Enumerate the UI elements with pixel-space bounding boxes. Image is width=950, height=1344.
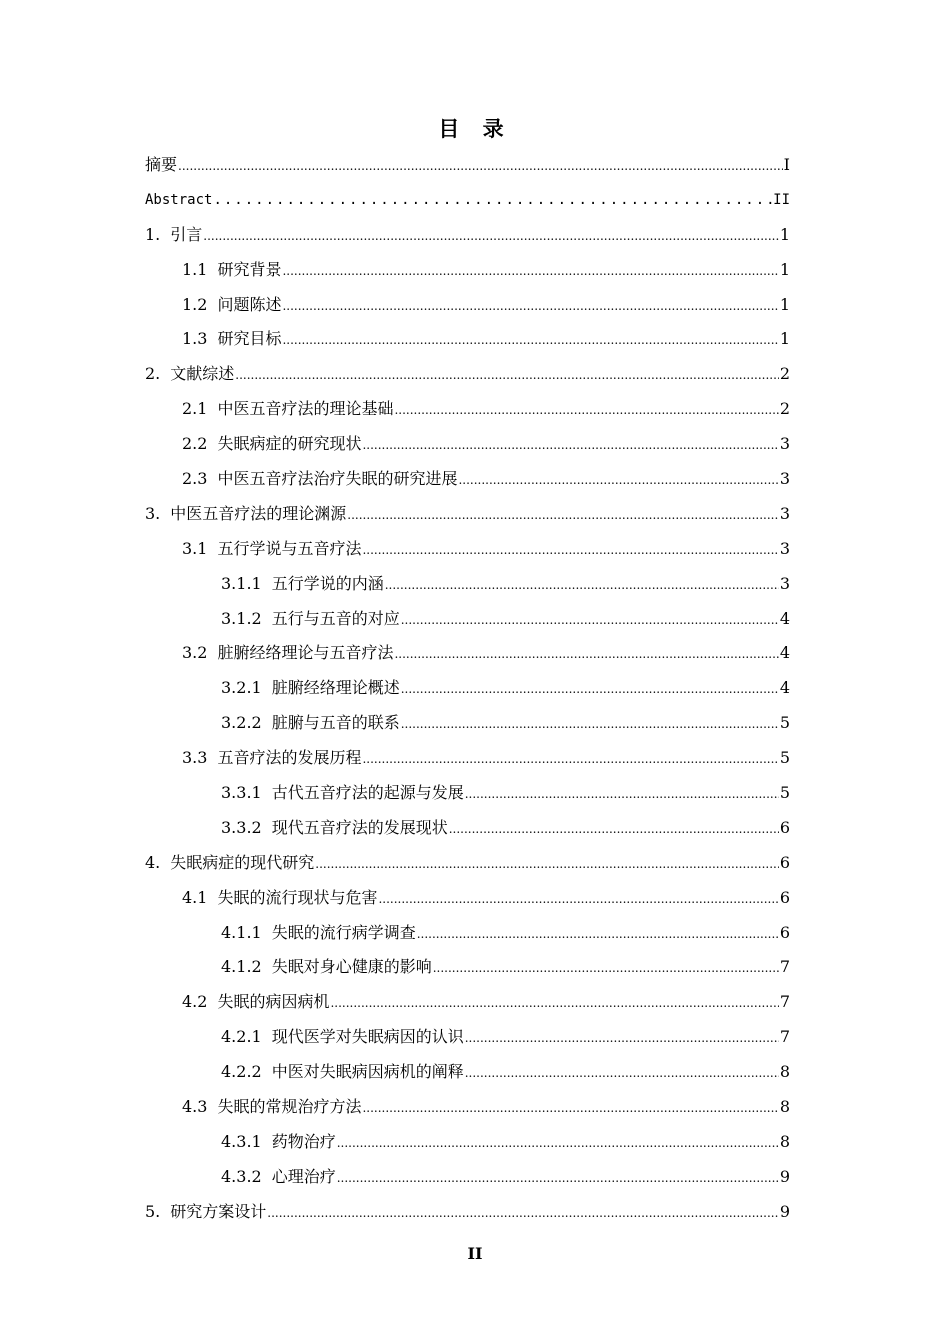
toc-entry-text: 五行学说与五音疗法	[217, 538, 362, 558]
toc-title: 目 录	[438, 116, 512, 141]
toc-entry-label	[182, 253, 281, 288]
toc-leader-dots	[235, 358, 779, 393]
toc-entry-page: 7	[779, 992, 790, 1012]
page-number: II	[467, 1244, 483, 1263]
toc-entry-text: 现代五音疗法的发展现状	[271, 817, 448, 837]
toc-entry-label	[182, 985, 329, 1020]
toc-entry-label	[221, 1125, 336, 1160]
toc-entry-text: 摘要	[145, 155, 178, 174]
toc-entry-text: 中医对失眠病因病机的阐释	[271, 1062, 464, 1082]
toc-entry-text: 文献综述	[170, 364, 235, 384]
toc-entry-number: 4.3.1	[221, 1131, 262, 1151]
toc-entry-text: 失眠的病因病机	[217, 992, 330, 1012]
toc-entry-page: 8	[779, 1062, 790, 1082]
toc-entry-label	[182, 288, 281, 323]
toc-entry-page: 6	[779, 817, 790, 837]
toc-entry-label	[182, 741, 361, 776]
toc-entry[interactable]	[145, 671, 790, 706]
toc-entry-number: 3.	[145, 503, 161, 523]
toc-entry[interactable]	[145, 462, 790, 497]
toc-entry-number: 3.2.1	[221, 678, 262, 698]
toc-entry-page: 1	[779, 294, 790, 314]
toc-entry-text: 脏腑经络理论与五音疗法	[217, 643, 394, 663]
toc-entry-page: 5	[779, 748, 790, 768]
toc-entry-number: 4.1.1	[221, 922, 262, 942]
toc-entry-page: 3	[779, 573, 790, 593]
toc-entry-text: 失眠的流行病学调查	[271, 922, 416, 942]
toc-entry-text: 研究目标	[217, 329, 282, 349]
toc-entry-page: I	[783, 155, 790, 174]
toc-leader-dots	[458, 463, 778, 498]
toc-entry-page: 1	[779, 329, 790, 349]
toc-entry[interactable]	[145, 218, 790, 253]
toc-entry-number: 3.2	[182, 643, 208, 663]
toc-entry-number: 4.1.2	[221, 957, 262, 977]
toc-leader-dots	[282, 254, 778, 289]
toc-entry-label	[182, 462, 457, 497]
toc-entry-page: 2	[779, 399, 790, 419]
toc-entry-page: II	[773, 191, 790, 208]
toc-entry-number: 3.1.1	[221, 573, 262, 593]
toc-entry-number: 3.1	[182, 538, 208, 558]
toc-entry-text: 中医五音疗法治疗失眠的研究进展	[217, 469, 458, 489]
toc-entry-text: 五行学说的内涵	[271, 573, 384, 593]
toc-entry-label	[221, 706, 400, 741]
toc-entry-label	[145, 846, 314, 881]
toc-entry-number: 4.3.2	[221, 1166, 262, 1186]
toc-entry-number: 2.3	[182, 469, 208, 489]
toc-entry-text: 失眠的常规治疗方法	[217, 1097, 362, 1117]
toc-entry-number: 4.	[145, 852, 161, 872]
toc-entry[interactable]	[145, 950, 790, 985]
toc-entry-number: 3.3.1	[221, 783, 262, 803]
toc-entry[interactable]	[145, 357, 790, 392]
toc-entry-text: 心理治疗	[271, 1166, 336, 1186]
toc-entry-label	[221, 776, 464, 811]
toc-entry-number: 5.	[145, 1201, 161, 1221]
toc-entry-label	[145, 183, 212, 218]
toc-entry[interactable]	[145, 602, 790, 637]
toc-entry-number: 4.2.1	[221, 1027, 262, 1047]
toc-entry-label	[182, 636, 393, 671]
toc-entry-page: 9	[779, 1166, 790, 1186]
toc-entry-number: 4.2.2	[221, 1062, 262, 1082]
toc-leader-dots	[362, 533, 778, 568]
toc-entry[interactable]	[145, 148, 790, 183]
toc-entry[interactable]	[145, 322, 790, 357]
toc-entry[interactable]	[145, 497, 790, 532]
toc-entry-text: 研究背景	[217, 259, 282, 279]
toc-entry-label	[145, 148, 177, 183]
toc-entry[interactable]	[145, 881, 790, 916]
toc-entry-text: 古代五音疗法的起源与发展	[271, 783, 464, 803]
toc-entry-label	[182, 427, 361, 462]
toc-entry-number: 2.2	[182, 434, 208, 454]
toc-entry-number: 4.2	[182, 992, 208, 1012]
toc-entry-page: 5	[779, 713, 790, 733]
toc-entry-page: 8	[779, 1097, 790, 1117]
toc-entry-label	[182, 881, 377, 916]
toc-entry-page: 4	[779, 643, 790, 663]
toc-leader-dots	[401, 603, 779, 638]
toc-entry-number: 4.3	[182, 1097, 208, 1117]
toc-entry-text: 药物治疗	[271, 1131, 336, 1151]
toc-entry-label	[182, 322, 281, 357]
toc-entry-text: 脏腑与五音的联系	[271, 713, 400, 733]
toc-leader-dots	[401, 707, 779, 742]
toc-entry[interactable]	[145, 567, 790, 602]
toc-leader-dots	[362, 428, 778, 463]
toc-entry-text: 失眠对身心健康的影响	[271, 957, 432, 977]
toc-leader-dots	[401, 672, 779, 707]
toc-entry[interactable]	[145, 288, 790, 323]
toc-entry-label	[221, 1160, 336, 1195]
toc-entry-page: 6	[779, 887, 790, 907]
toc-entry-label	[221, 950, 432, 985]
toc-entry-page: 3	[779, 503, 790, 523]
toc-entry-page: 3	[779, 538, 790, 558]
toc-entry-number: 3.1.2	[221, 608, 262, 628]
toc-leader-dots	[315, 847, 779, 882]
toc-leader-dots	[213, 183, 772, 218]
toc-entry[interactable]	[145, 916, 790, 951]
toc-entry-label	[145, 1195, 266, 1230]
toc-entry-text: 引言	[170, 224, 203, 244]
toc-entry-number: 3.3.2	[221, 817, 262, 837]
toc-entry-text: 失眠病症的研究现状	[217, 434, 362, 454]
toc-leader-dots	[267, 1196, 779, 1231]
toc-entry-text: 脏腑经络理论概述	[271, 678, 400, 698]
toc-leader-dots	[347, 498, 779, 533]
toc-entry[interactable]	[145, 1160, 790, 1195]
toc-leader-dots	[362, 1091, 778, 1126]
toc-entry-page: 5	[779, 783, 790, 803]
toc-entry[interactable]	[145, 253, 790, 288]
toc-entry-label	[221, 1055, 464, 1090]
toc-entry-page: 4	[779, 678, 790, 698]
toc-leader-dots	[203, 219, 779, 254]
toc-entry-text: Abstract	[145, 191, 213, 208]
toc-entry-text: 现代医学对失眠病因的认识	[271, 1027, 464, 1047]
toc-entry[interactable]	[145, 183, 790, 218]
toc-entry-number: 2.1	[182, 399, 208, 419]
toc-entry-label	[221, 916, 416, 951]
toc-entry-text: 中医五音疗法的理论渊源	[170, 503, 347, 523]
toc-entry-label	[221, 602, 400, 637]
toc-list	[145, 148, 790, 1230]
toc-leader-dots	[362, 742, 778, 777]
toc-leader-dots	[465, 777, 779, 812]
toc-entry-page: 1	[779, 224, 790, 244]
toc-entry-text: 中医五音疗法的理论基础	[217, 399, 394, 419]
toc-entry-label	[145, 218, 202, 253]
toc-entry-text: 失眠病症的现代研究	[170, 852, 315, 872]
toc-leader-dots	[282, 323, 778, 358]
toc-leader-dots	[433, 951, 779, 986]
toc-entry-label	[145, 497, 346, 532]
toc-entry-number: 4.1	[182, 887, 208, 907]
toc-entry-label	[221, 671, 400, 706]
toc-leader-dots	[465, 1056, 779, 1091]
toc-entry-number: 3.2.2	[221, 713, 262, 733]
toc-entry-page: 7	[779, 957, 790, 977]
toc-entry-number: 1.1	[182, 259, 208, 279]
toc-entry-label	[182, 392, 393, 427]
toc-entry-page: 3	[779, 434, 790, 454]
toc-entry[interactable]	[145, 427, 790, 462]
toc-entry[interactable]	[145, 776, 790, 811]
toc-entry-page: 6	[779, 852, 790, 872]
toc-entry-label	[221, 811, 448, 846]
toc-entry[interactable]	[145, 1055, 790, 1090]
toc-entry[interactable]	[145, 985, 790, 1020]
toc-entry[interactable]	[145, 811, 790, 846]
toc-entry[interactable]	[145, 1090, 790, 1125]
toc-entry-number: 1.3	[182, 329, 208, 349]
toc-entry-text: 失眠的流行现状与危害	[217, 887, 378, 907]
toc-entry[interactable]	[145, 532, 790, 567]
toc-entry[interactable]	[145, 636, 790, 671]
toc-leader-dots	[394, 393, 778, 428]
toc-entry-label	[182, 1090, 361, 1125]
toc-leader-dots	[282, 289, 778, 324]
toc-leader-dots	[449, 812, 779, 847]
toc-entry-label	[145, 357, 234, 392]
toc-entry-text: 五音疗法的发展历程	[217, 748, 362, 768]
toc-entry-page: 6	[779, 922, 790, 942]
toc-leader-dots	[385, 568, 779, 603]
toc-entry-text: 五行与五音的对应	[271, 608, 400, 628]
toc-entry-page: 7	[779, 1027, 790, 1047]
toc-entry-label	[182, 532, 361, 567]
toc-entry-page: 9	[779, 1201, 790, 1221]
toc-entry-label	[221, 567, 384, 602]
toc-leader-dots	[417, 917, 779, 952]
toc-entry[interactable]	[145, 1020, 790, 1055]
toc-entry-number: 2.	[145, 364, 161, 384]
toc-leader-dots	[465, 1021, 779, 1056]
toc-entry-page: 8	[779, 1131, 790, 1151]
toc-leader-dots	[394, 637, 778, 672]
toc-entry-page: 3	[779, 469, 790, 489]
toc-entry[interactable]	[145, 1195, 790, 1230]
toc-entry[interactable]	[145, 741, 790, 776]
toc-entry-number: 1.2	[182, 294, 208, 314]
toc-leader-dots	[337, 1126, 779, 1161]
toc-entry-label	[221, 1020, 464, 1055]
toc-entry[interactable]	[145, 846, 790, 881]
toc-entry-number: 3.3	[182, 748, 208, 768]
toc-leader-dots	[378, 882, 778, 917]
toc-leader-dots	[337, 1161, 779, 1196]
toc-entry-text: 研究方案设计	[170, 1201, 267, 1221]
toc-entry-text: 问题陈述	[217, 294, 282, 314]
toc-entry[interactable]	[145, 706, 790, 741]
toc-leader-dots	[330, 986, 778, 1021]
toc-entry[interactable]	[145, 392, 790, 427]
toc-entry-page: 2	[779, 364, 790, 384]
toc-entry-page: 1	[779, 259, 790, 279]
toc-leader-dots	[178, 149, 783, 184]
toc-entry[interactable]	[145, 1125, 790, 1160]
toc-entry-number: 1.	[145, 224, 161, 244]
toc-entry-page: 4	[779, 608, 790, 628]
